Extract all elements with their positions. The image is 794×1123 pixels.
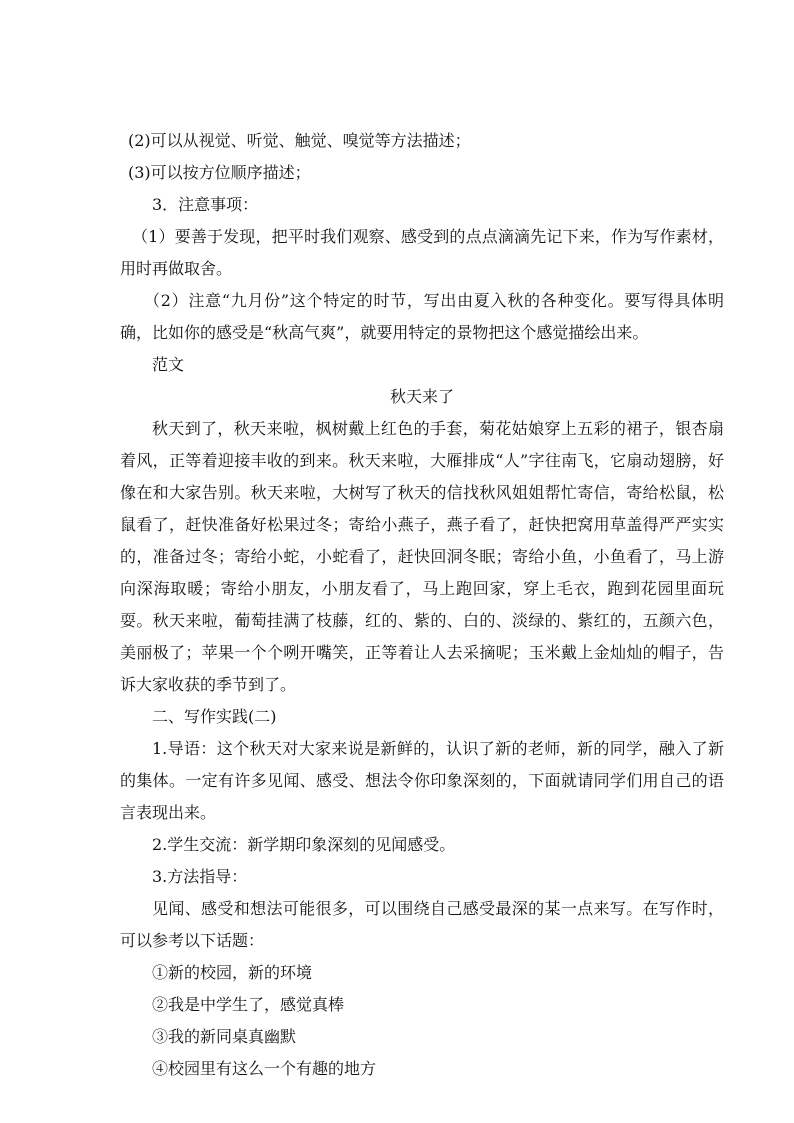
note-2: （2）注意“九月份”这个特定的时节，写出由夏入秋的各种变化。要写得具体明确，比如你的感受是“秋高气爽”，就要用特定的景物把这个感觉描绘出来。 — [120, 291, 724, 342]
model-essay-label: 范文 — [152, 355, 185, 374]
topic-item-4: ④校园里有这么一个有趣的地方 — [152, 1059, 377, 1078]
method-line-3: (3)可以按方位顺序描述； — [128, 163, 311, 182]
method-description: 见闻、感受和想法可能很多，可以围绕自己感受最深的某一点来写。在写作时，可以参考以下话题： — [120, 899, 724, 950]
note-1: （1）要善于发现，把平时我们观察、感受到的点点滴滴先记下来，作为写作素材，用时再做取舍。 — [120, 227, 724, 278]
document-page — [120, 125, 724, 1085]
notes-heading: 3．注意事项： — [152, 195, 259, 214]
exchange-line: 2.学生交流：新学期印象深刻的见闻感受。 — [152, 835, 456, 854]
essay-title: 秋天来了 — [389, 387, 454, 406]
topic-item-1: ①新的校园，新的环境 — [152, 963, 313, 982]
method-heading: 3.方法指导： — [152, 867, 248, 886]
section-heading: 二、写作实践(二) — [152, 707, 277, 726]
essay-body: 秋天到了，秋天来啦，枫树戴上红色的手套，菊花姑娘穿上五彩的裙子，银杏扇着风，正等着迎接丰收的到来。秋天来啦，大雁排成“人”字往南飞，它扇动翅膀，好像在和大家告别。秋天来啦，大树写了秋天的信找秋风姐姐帮忙寄信，寄给松鼠，松鼠看了，赶快准备好松果过冬；寄给小燕子，燕子看了，赶快把窝用草盖得严严实实的，准备过冬；寄给小蛇，小蛇看了，赶快回洞冬眠；寄给小鱼，小鱼看了，马上游向深海取暖；寄给小朋友，小朋友看了，马上跑回家，穿上毛衣，跑到花园里面玩耍。秋天来啦，葡萄挂满了枝藤，红的、紫的、白的、淡绿的、紫红的，五颜六色，美丽极了；苹果一个个咧开嘴笑，正等着让人去采摘呢；玉米戴上金灿灿的帽子，告诉大家收获的季节到了。 — [120, 419, 724, 694]
topic-item-2: ②我是中学生了，感觉真棒 — [152, 995, 345, 1014]
topic-item-3: ③我的新同桌真幽默 — [152, 1027, 297, 1046]
guide-paragraph: 1.导语：这个秋天对大家来说是新鲜的，认识了新的老师，新的同学，融入了新的集体。一定有许多见闻、感受、想法令你印象深刻的，下面就请同学们用自己的语言表现出来。 — [120, 739, 724, 822]
method-line-2: (2)可以从视觉、听觉、触觉、嗅觉等方法描述； — [128, 131, 471, 150]
